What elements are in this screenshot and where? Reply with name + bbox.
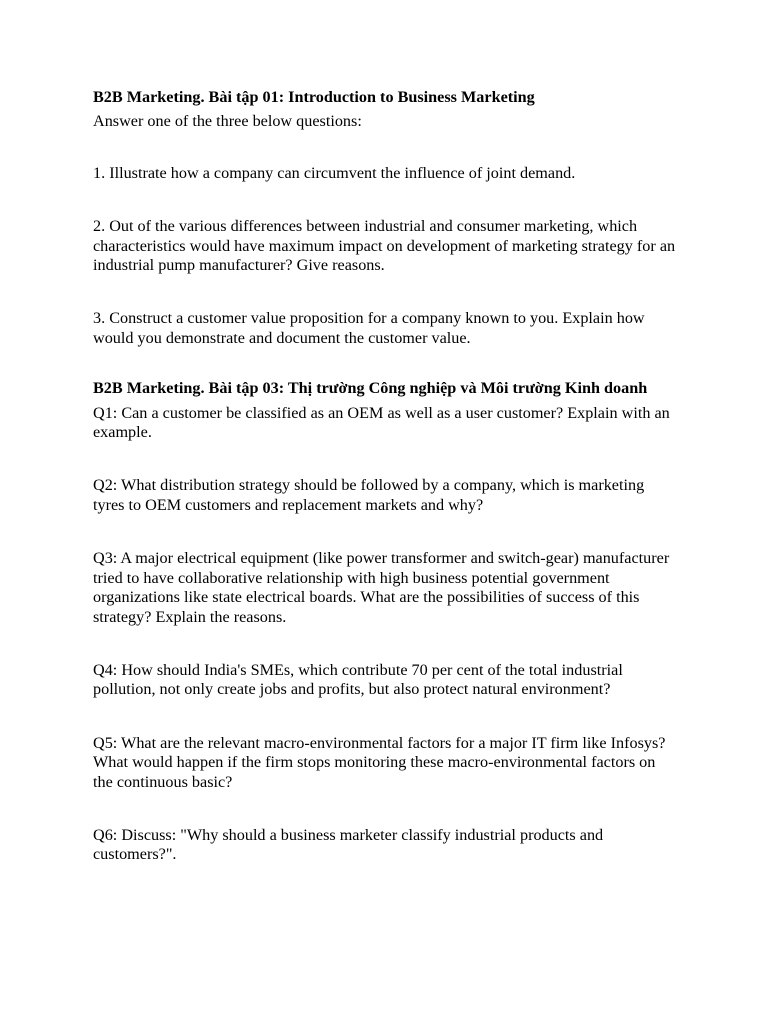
question-3: 3. Construct a customer value proposition for a company known to you. Explain how would you demonstrate and document the customer value. (93, 309, 645, 347)
question-q1: Q1: Can a customer be classified as an OEM as well as a user customer? Explain with an example. (93, 403, 670, 442)
question-2: 2. Out of the various differences between industrial and consumer marketing, which characteristics would have maximum impact on development of marketing strategy for an industrial pump manufacturer? Give reasons. (93, 217, 676, 275)
document-body (93, 88, 678, 865)
question-q5: Q5: What are the relevant macro-environmental factors for a major IT firm like Infosys? What would happen if the firm stops monitoring these macro-environmental factors on the continuous basic? (93, 733, 666, 791)
section-1-heading: B2B Marketing. Bài tập 01: Introduction to Business Marketing (93, 88, 535, 106)
question-1: 1. Illustrate how a company can circumvent the influence of joint demand. (93, 163, 576, 182)
section-2-heading: B2B Marketing. Bài tập 03: Thị trường Công nghiệp và Môi trường Kinh doanh (93, 379, 648, 398)
question-q4: Q4: How should India's SMEs, which contribute 70 per cent of the total industrial pollution, not only create jobs and profits, but also protect natural environment? (93, 660, 623, 699)
question-q2: Q2: What distribution strategy should be followed by a company, which is marketing tyres to OEM customers and replacement markets and why? (93, 476, 645, 514)
question-q6: Q6: Discuss: "Why should a business marketer classify industrial products and customers?". (93, 825, 604, 864)
question-q3: Q3: A major electrical equipment (like power transformer and switch-gear) manufacturer tried to have collaborative relationship with high business potential government organizations like state electrical boards. What are the possibilities of success of this strategy? Explain the reasons. (93, 549, 670, 626)
section-1-intro: Answer one of the three below questions: (93, 112, 362, 131)
